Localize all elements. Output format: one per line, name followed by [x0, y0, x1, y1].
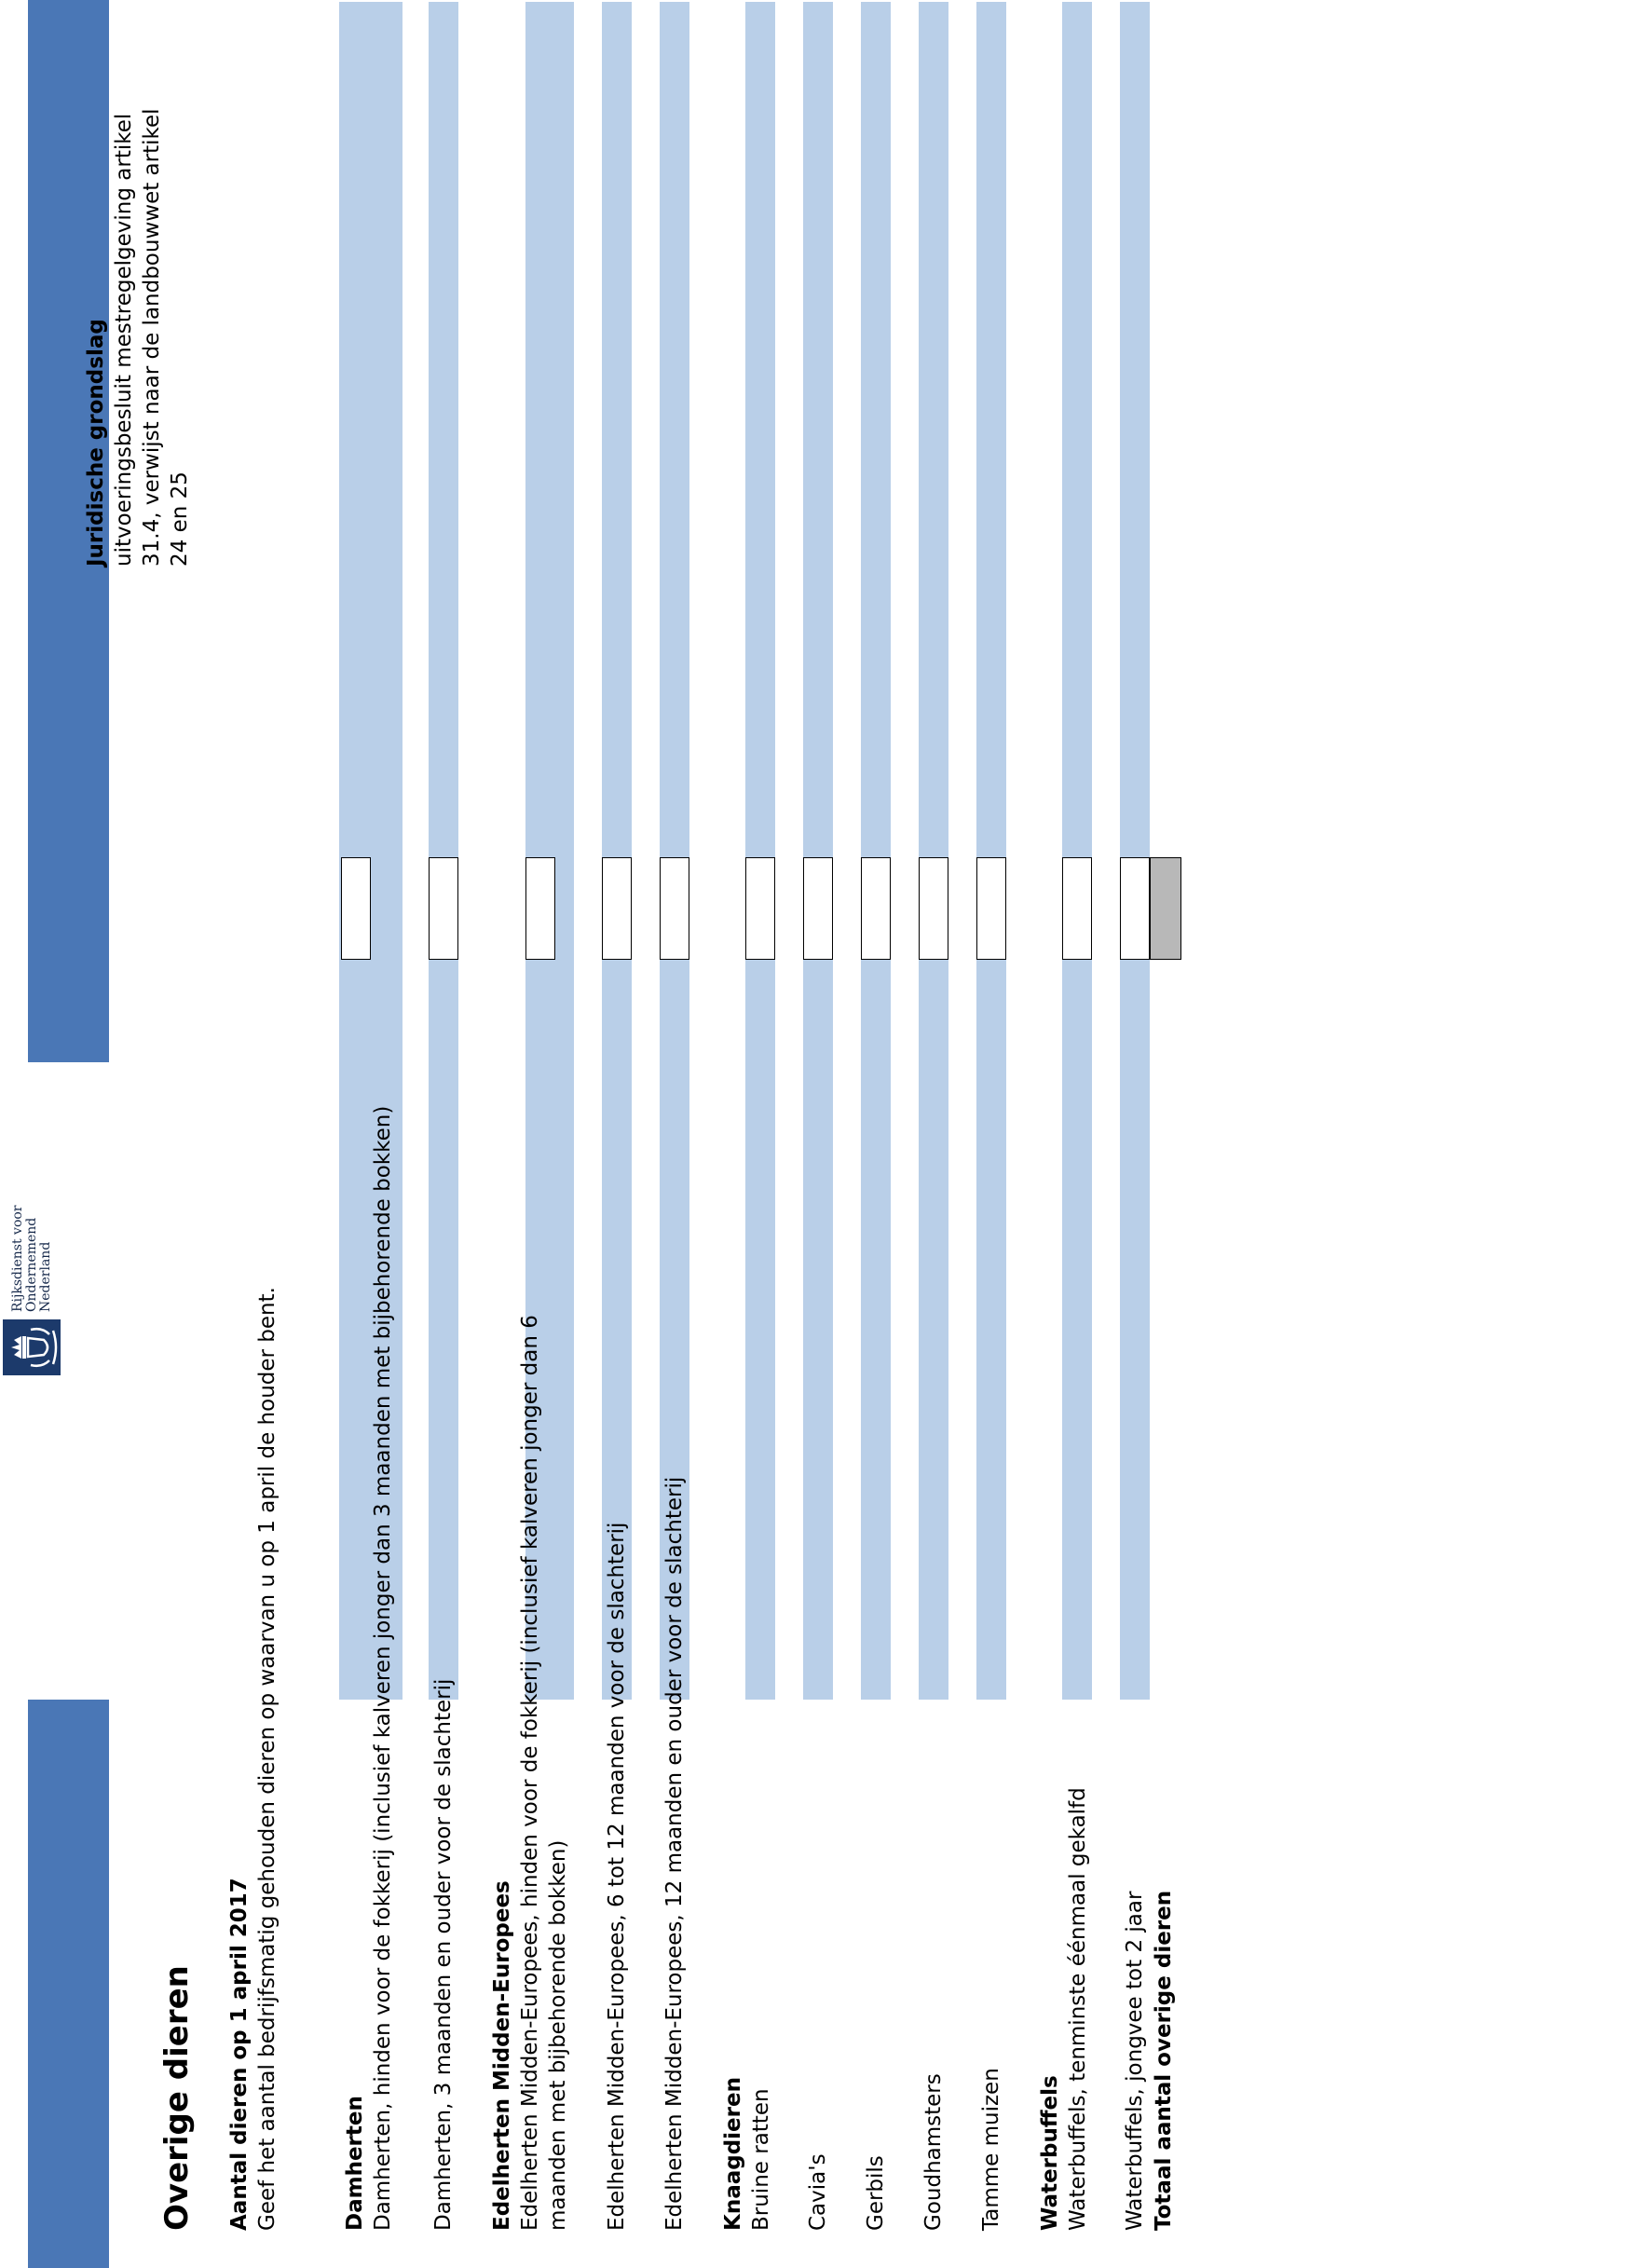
page-title: Overige dieren — [158, 1965, 196, 2231]
row-label — [661, 833, 689, 2231]
row-label-text: Goudhamsters — [921, 2073, 946, 2231]
total-value-field — [1150, 857, 1181, 960]
row-label-text: Edelherten Midden-Europees, hinden voor de fokkerij (inclusief kalveren jonger dan 6 maanden met bijbehorende bokken) — [518, 1315, 570, 2231]
input-edelherten-hinden[interactable] — [525, 857, 555, 960]
org-name — [11, 1172, 53, 1312]
row-label — [1121, 833, 1149, 2231]
row-label-text: Gerbils — [864, 2155, 888, 2231]
legal-basis-text: uitvoeringsbesluit mestregelgeving artikel 31.4, verwijst naar de landbouwwet artikel 24 en 25 — [112, 108, 192, 567]
section-heading-waterbuffels: Waterbuffels — [1038, 2075, 1062, 2231]
input-damherten-hinden[interactable] — [341, 857, 371, 960]
org-name-line1: Rijksdienst voor Ondernemend — [10, 1205, 39, 1312]
legal-basis-title: Juridische grondslag — [84, 319, 108, 567]
row-label — [341, 833, 397, 2231]
input-bruine-ratten[interactable] — [745, 857, 775, 960]
section-subtitle: Aantal dieren op 1 april 2017 — [227, 1878, 252, 2231]
row-label — [804, 833, 832, 2231]
rvo-logo — [0, 1205, 102, 1392]
input-goudhamsters[interactable] — [919, 857, 948, 960]
row-label-text: Edelherten Midden-Europees, 12 maanden en ouder voor de slachterij — [662, 1476, 687, 2231]
row-label — [603, 833, 631, 2231]
row-label-text: Cavia's — [806, 2153, 830, 2231]
header-band-left — [28, 1700, 109, 2268]
row-label — [719, 833, 775, 2231]
row-label-text: Waterbuffels, tenminste éénmaal gekalfd — [1066, 1787, 1090, 2231]
input-damherten-slachterij[interactable] — [429, 857, 458, 960]
total-label: Totaal aantal overige dieren — [1152, 1890, 1176, 2231]
row-label-text: Tamme muizen — [979, 2068, 1003, 2231]
row-label-text: Bruine ratten — [749, 2088, 773, 2231]
section-heading-edelherten: Edelherten Midden-Europees — [490, 1880, 514, 2231]
row-label — [862, 833, 890, 2231]
input-tamme-muizen[interactable] — [976, 857, 1006, 960]
crown-emblem-icon — [3, 1319, 61, 1375]
row-label-text: Waterbuffels, jongvee tot 2 jaar — [1123, 1891, 1147, 2231]
input-edelherten-6-12[interactable] — [602, 857, 632, 960]
section-heading-damherten: Damherten — [343, 2096, 367, 2231]
row-label — [1150, 833, 1178, 2231]
input-gerbils[interactable] — [861, 857, 891, 960]
row-label — [488, 1299, 572, 2231]
input-cavias[interactable] — [803, 857, 833, 960]
input-edelherten-12-ouder[interactable] — [660, 857, 689, 960]
row-label — [1036, 833, 1092, 2231]
legal-basis — [82, 82, 194, 567]
section-heading-knaagdieren: Knaagdieren — [721, 2077, 745, 2231]
org-name-line2: Nederland — [38, 1241, 53, 1312]
row-label-text: Damherten, hinden voor de fokkerij (inclusief kalveren jonger dan 3 maanden met bijbehorende bokken) — [371, 1105, 395, 2231]
row-label — [430, 833, 457, 2231]
row-label — [977, 833, 1005, 2231]
instruction-text: Geef het aantal bedrijfsmatig gehouden dieren op waarvan u op 1 april de houder bent. — [255, 1287, 280, 2231]
input-waterbuffels-gekalfd[interactable] — [1062, 857, 1092, 960]
row-label — [920, 833, 948, 2231]
row-label-text: Edelherten Midden-Europees, 6 tot 12 maanden voor de slachterij — [605, 1522, 629, 2231]
row-label-text: Damherten, 3 maanden en ouder voor de slachterij — [431, 1678, 456, 2231]
input-waterbuffels-jongvee[interactable] — [1120, 857, 1150, 960]
